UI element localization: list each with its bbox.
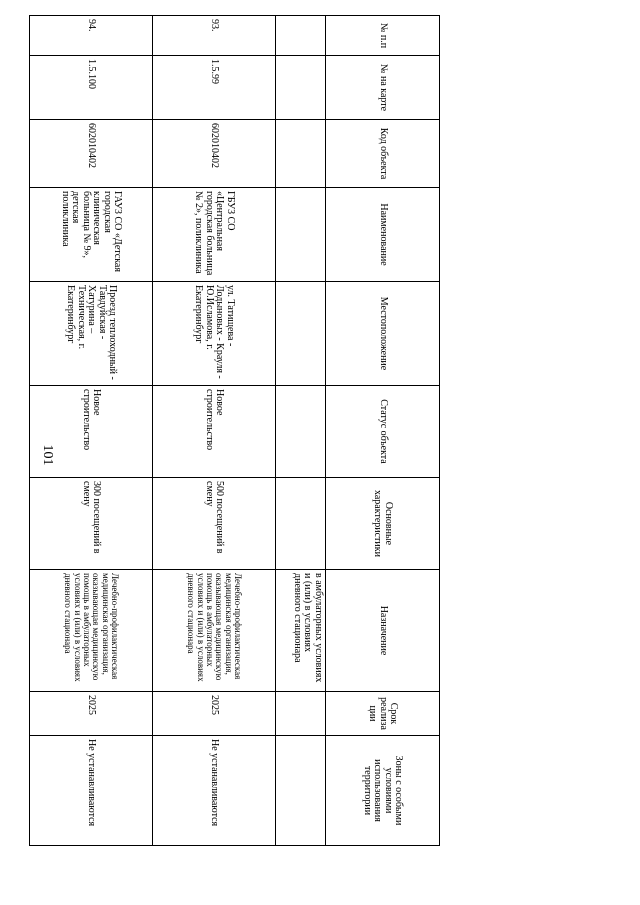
cell-number — [276, 16, 326, 56]
col-header-object-code: Код объекта — [326, 120, 440, 188]
cell-object-code: 602010402 — [153, 120, 276, 188]
cell-zones: Не устанавливаются — [30, 736, 153, 846]
cell-deadline: 2025 — [153, 692, 276, 736]
cell-purpose: Лечебно-профилактическая медицинская организация, оказывающая медицинскую помощь в амбулаторных условиях и (или) в условиях дневного стационара — [30, 570, 153, 692]
col-header-number: № п.п — [326, 16, 440, 56]
cell-number: 94. — [30, 16, 153, 56]
cell-characteristics: 300 посещений в смену — [30, 478, 153, 570]
cell-status — [276, 386, 326, 478]
cell-location: ул. Татищева - Лодыновых - Крауля - Ю.Исламова, г. Екатеринбург — [153, 282, 276, 386]
col-header-status: Статус объекта — [326, 386, 440, 478]
cell-purpose: в амбулаторных условиях и (или) в условиях дневного стационара — [276, 570, 326, 692]
col-header-zones: Зоны с особыми условиями использования территории — [326, 736, 440, 846]
col-header-characteristics: Основные характеристики — [326, 478, 440, 570]
cell-map-number: 1.5.99 — [153, 56, 276, 120]
cell-number: 93. — [153, 16, 276, 56]
table-row — [276, 16, 326, 846]
cell-deadline: 2025 — [30, 692, 153, 736]
cell-status: Новое строительство — [153, 386, 276, 478]
cell-zones — [276, 736, 326, 846]
table-header — [326, 16, 440, 846]
cell-purpose: Лечебно-профилактическая медицинская организация, оказывающая медицинскую помощь в амбулаторных условиях и (или) в условиях дневного стационара — [153, 570, 276, 692]
cell-location: Проезд теплоходный - Тавдуйская - Хатурина – Техническая, г. Екатеринбург — [30, 282, 153, 386]
col-header-purpose: Назначение — [326, 570, 440, 692]
page-number: 101 — [40, 444, 55, 466]
cell-characteristics — [276, 478, 326, 570]
cell-status: Новое строительство — [30, 386, 153, 478]
cell-characteristics: 500 посещений в смену — [153, 478, 276, 570]
cell-name: ГАУЗ СО «Детская городская клиническая больница № 9», детская поликлиника — [30, 188, 153, 282]
col-header-location: Местоположение — [326, 282, 440, 386]
cell-object-code: 602010402 — [30, 120, 153, 188]
cell-map-number: 1.5.100 — [30, 56, 153, 120]
cell-object-code — [276, 120, 326, 188]
cell-zones: Не устанавливаются — [153, 736, 276, 846]
table-frame — [60, 15, 440, 845]
cell-location — [276, 282, 326, 386]
cell-deadline — [276, 692, 326, 736]
cell-name: ГБУЗ СО «Центральная городская больница № 2», поликлиника — [153, 188, 276, 282]
col-header-map-number: № на карте — [326, 56, 440, 120]
objects-table — [29, 15, 440, 846]
table-row — [153, 16, 276, 846]
col-header-deadline: Срок реализа ции — [326, 692, 440, 736]
table-row — [30, 16, 153, 846]
cell-map-number — [276, 56, 326, 120]
cell-name — [276, 188, 326, 282]
col-header-name: Наименование — [326, 188, 440, 282]
